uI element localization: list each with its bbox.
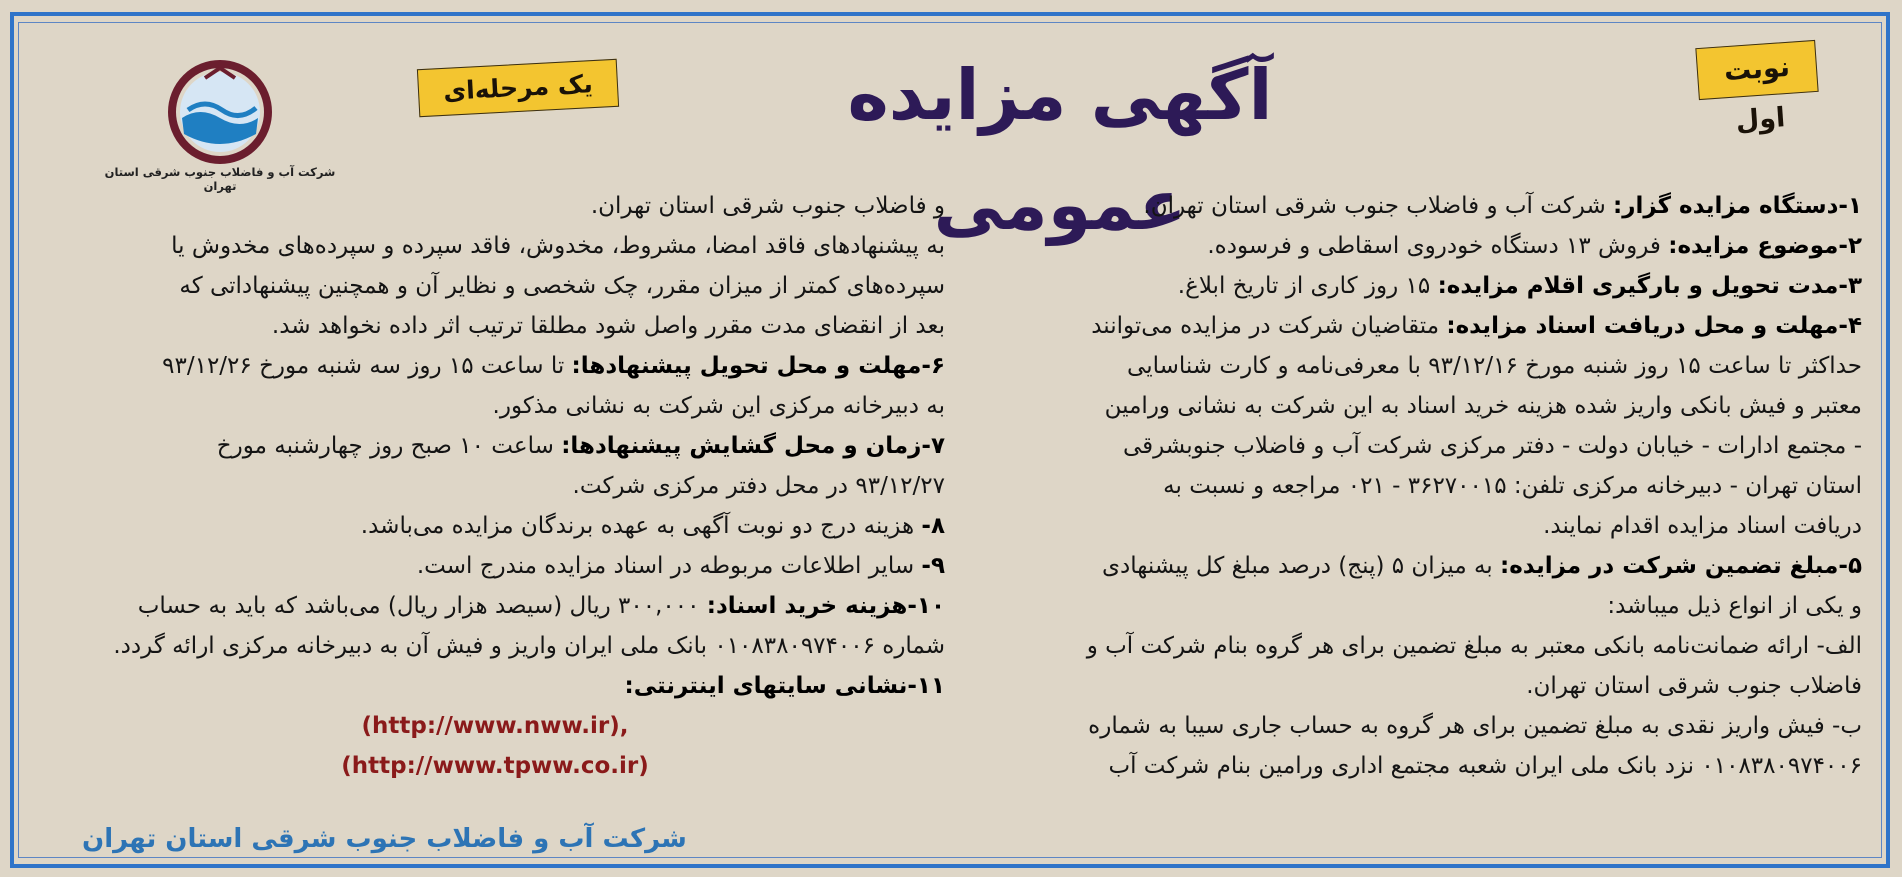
clause-heading: ۲-موضوع مزایده: [1668, 233, 1862, 259]
clause-text: و یکی از انواع ذیل میباشد: [1607, 593, 1862, 619]
single-stage-tag: یک مرحله‌ای [417, 59, 619, 117]
clause-heading: ۱-دستگاه مزایده گزار: [1613, 193, 1862, 219]
notice-line [970, 386, 1862, 426]
clause-heading: ۶-مهلت و محل تحویل پیشنهادها: [571, 353, 945, 379]
clause-text: سایر اطلاعات مربوطه در اسناد مزایده مندرج است. [416, 553, 922, 579]
clause-text: متقاضیان شرکت در مزایده می‌توانند [1091, 313, 1447, 339]
notice-line [970, 706, 1862, 746]
clause-text: دریافت اسناد مزایده اقدام نمایند. [1543, 513, 1862, 539]
notice-title: آگهی مزایده عمومی [847, 54, 1273, 246]
notice-line [970, 466, 1862, 506]
clause-text: بعد از انقضای مدت مقرر واصل شود مطلقا ترتیب اثر داده نخواهد شد. [271, 313, 945, 339]
notice-line [970, 346, 1862, 386]
notice-line [45, 466, 945, 506]
notice-line [45, 426, 945, 466]
notice-line [45, 626, 945, 666]
company-logo-icon [160, 56, 280, 168]
notice-line [45, 266, 945, 306]
website-link[interactable]: (http://www.tpww.co.ir) [341, 753, 649, 779]
clause-text: هزینه درج دو نوبت آگهی به عهده برندگان مزایده می‌باشد. [360, 513, 922, 539]
clause-text: ساعت ۱۰ صبح روز چهارشنبه مورخ [216, 433, 562, 459]
notice-line [45, 386, 945, 426]
notice-line [45, 506, 945, 546]
clause-text: شرکت آب و فاضلاب جنوب شرقی استان تهران. [1143, 193, 1614, 219]
clause-text: معتبر و فیش بانکی واریز شده هزینه خرید اسناد به این شرکت به نشانی ورامین [1104, 393, 1862, 419]
notice-line [970, 266, 1862, 306]
clause-heading: ۳-مدت تحویل و بارگیری اقلام مزایده: [1437, 273, 1862, 299]
notice-line [45, 546, 945, 586]
notice-line [970, 546, 1862, 586]
clause-heading: ۵-مبلغ تضمین شرکت در مزایده: [1500, 553, 1862, 579]
clause-text: ب- فیش واریز نقدی به مبلغ تضمین برای هر گروه به حساب جاری سیبا به شماره [1088, 713, 1862, 739]
notice-line [970, 586, 1862, 626]
clause-text: سپرده‌های کمتر از میزان مقرر، چک شخصی و نظایر آن و همچنین پیشنهاداتی که [179, 273, 945, 299]
clause-heading: ۱۰-هزینه خرید اسناد: [706, 593, 945, 619]
notice-line [45, 186, 945, 226]
clause-text: شماره ۰۱۰۸۳۸۰۹۷۴۰۰۶ بانک ملی ایران واریز و فیش آن به دبیرخانه مرکزی ارائه گردد. [113, 633, 945, 659]
notice-line [970, 666, 1862, 706]
left-column [45, 186, 945, 786]
notice-line [970, 626, 1862, 666]
notice-line [45, 226, 945, 266]
clause-text: ۹۳/۱۲/۲۷ در محل دفتر مرکزی شرکت. [572, 473, 945, 499]
notice-line [45, 306, 945, 346]
clause-text: به دبیرخانه مرکزی این شرکت به نشانی مذکور. [492, 393, 945, 419]
clause-text: و فاضلاب جنوب شرقی استان تهران. [590, 193, 945, 219]
notice-line [45, 346, 945, 386]
clause-text: - مجتمع ادارات - خیابان دولت - دفتر مرکزی شرکت آب و فاضلاب جنوبشرقی [1122, 433, 1862, 459]
clause-text: استان تهران - دبیرخانه مرکزی تلفن: ۳۶۲۷۰۰۱۵ - ۰۲۱ مراجعه و نسبت به [1163, 473, 1862, 499]
right-column [970, 186, 1862, 786]
clause-text: الف- ارائه ضمانت‌نامه بانکی معتبر به مبلغ تضمین برای هر گروه بنام شرکت آب و [1086, 633, 1862, 659]
clause-heading: ۱۱-نشانی سایتهای اینترنتی: [624, 673, 945, 699]
notice-line [970, 506, 1862, 546]
clause-text: ۱۵ روز کاری از تاریخ ابلاغ. [1177, 273, 1438, 299]
clause-heading: ۷-زمان و محل گشایش پیشنهادها: [561, 433, 945, 459]
clause-text: حداکثر تا ساعت ۱۵ روز شنبه مورخ ۹۳/۱۲/۱۶ با معرفی‌نامه و کارت شناسایی [1127, 353, 1862, 379]
clause-text: ۳۰۰,۰۰۰ ریال (سیصد هزار ریال) می‌باشد که باید به حساب [137, 593, 707, 619]
notice-line [970, 186, 1862, 226]
first-round-tag: نوبت اول [1695, 40, 1818, 100]
footer-signature: شرکت آب و فاضلاب جنوب شرقی استان تهران [82, 824, 687, 854]
website-link[interactable]: (http://www.nww.ir), [361, 713, 629, 739]
notice-line [45, 586, 945, 626]
notice-line [970, 746, 1862, 786]
notice-line [970, 426, 1862, 466]
clause-text: به میزان ۵ (پنج) درصد مبلغ کل پیشنهادی [1101, 553, 1501, 579]
clause-text: ۰۱۰۸۳۸۰۹۷۴۰۰۶ نزد بانک ملی ایران شعبه مجتمع اداری ورامین بنام شرکت آب [1108, 753, 1862, 779]
clause-text: تا ساعت ۱۵ روز سه شنبه مورخ ۹۳/۱۲/۲۶ [162, 353, 572, 379]
clause-text: فروش ۱۳ دستگاه خودروی اسقاطی و فرسوده. [1207, 233, 1669, 259]
notice-line [970, 226, 1862, 266]
clause-heading: ۴-مهلت و محل دریافت اسناد مزایده: [1446, 313, 1862, 339]
clause-text: به پیشنهادهای فاقد امضا، مشروط، مخدوش، فاقد سپرده و سپرده‌های مخدوش یا [171, 233, 945, 259]
clause-heading: ۹- [921, 553, 945, 579]
clause-heading: ۸- [921, 513, 945, 539]
notice-line [45, 666, 945, 706]
notice-line [970, 306, 1862, 346]
logo-caption: شرکت آب و فاضلاب جنوب شرقی استان تهران [104, 165, 336, 193]
clause-text: فاضلاب جنوب شرقی استان تهران. [1526, 673, 1862, 699]
